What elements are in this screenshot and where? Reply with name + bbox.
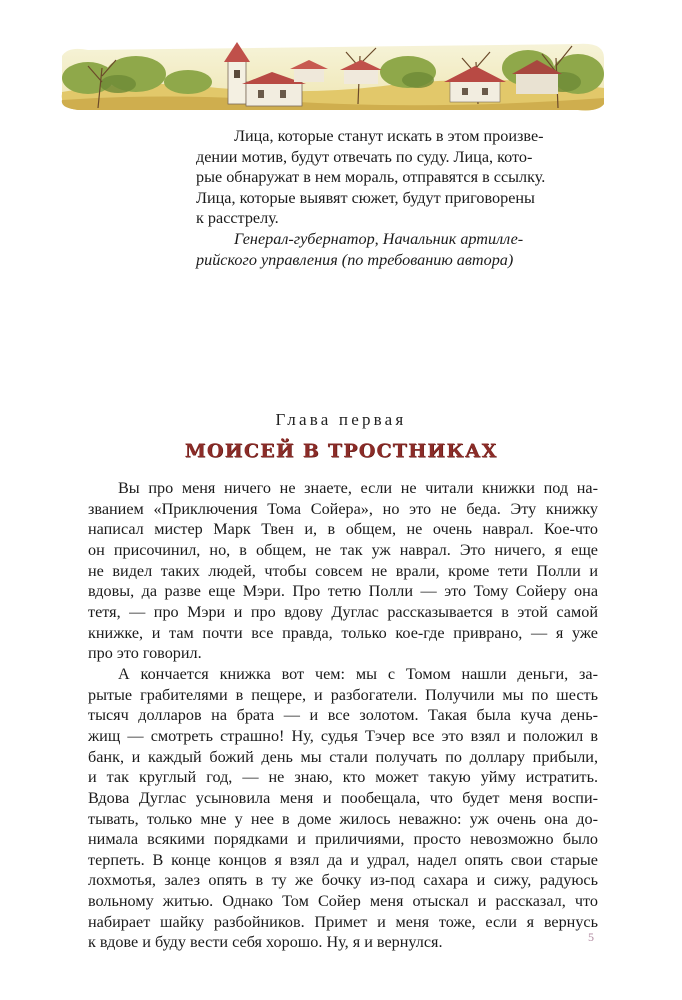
body-line: Вы про меня ничего не знаете, если не читали книжки под на- xyxy=(118,479,598,497)
body-line: терпеть. В конце концов я взял да и удрал, надел опять свои старые xyxy=(88,850,598,869)
epigraph-text xyxy=(196,126,596,229)
body-line: нимала всякими порядками и приличиями, просто невозможно было xyxy=(88,830,598,849)
body-line: рытые грабителями в пещере, и разбогатели. Получили мы по шесть xyxy=(88,685,598,704)
body-line: и так круглый год, — не знаю, кто может такую уйму истратить. xyxy=(88,768,598,787)
epigraph-line: рые обнаружат в нем мораль, отправятся в ссылку. xyxy=(196,168,546,187)
body-line: Вдова Дуглас усыновила меня и пообещала, что будет меня воспи- xyxy=(88,788,598,807)
body-line: лохмотья, залез опять в ту же бочку из-под сахара и сижу, радуюсь xyxy=(88,871,598,890)
signature-line: Генерал-губернатор, Начальник артилле- xyxy=(234,229,524,248)
epigraph-line: дении мотив, будут отвечать по суду. Лица, кото- xyxy=(196,147,533,166)
page-number: 5 xyxy=(588,930,594,944)
village-landscape-image xyxy=(58,38,606,112)
body-line: написал мистер Марк Твен и, в общем, не очень наврал. Кое-что xyxy=(88,520,598,539)
body-line: жищ — смотреть страшно! Ну, судья Тэчер все это взял и положил в xyxy=(88,726,598,745)
body-line: званием «Приключения Тома Сойера», но это не беда. Эту книжку xyxy=(88,499,598,518)
chapter-label: Глава первая xyxy=(275,410,407,429)
chapter-body xyxy=(88,478,598,953)
chapter-title: МОИСЕЙ В ТРОСТНИКАХ xyxy=(184,440,498,462)
epigraph-line: к расстрелу. xyxy=(196,209,279,228)
header-illustration xyxy=(58,38,606,112)
paragraph-2 xyxy=(88,664,598,953)
body-line: тысяч долларов на брата — и все золотом. Такая была куча день- xyxy=(88,706,598,725)
body-line: набирает шайку разбойников. Примет и меня тоже, если я вернусь xyxy=(88,912,598,931)
body-line: про это говорил. xyxy=(88,644,202,663)
epigraph-line: Лица, которые станут искать в этом произве- xyxy=(234,127,544,145)
body-line: к вдове и буду вести себя хорошо. Ну, я и вернулся. xyxy=(88,933,443,952)
body-line: А кончается книжка вот чем: мы с Томом нашли деньги, за- xyxy=(118,664,598,683)
epigraph xyxy=(196,126,596,270)
body-line: книжке, и там почти все правда, только кое-где приврано, — я уже xyxy=(88,623,598,642)
body-line: вдовы, да разве еще Мэри. Про тетю Полли — это Тому Сойеру она xyxy=(88,582,598,601)
body-line: тетя, — про Мэри и про вдову Дуглас рассказывается в этой самой xyxy=(88,602,598,621)
body-line: банк, и каждый божий день мы стали получать по доллару прибыли, xyxy=(88,747,598,766)
signature-line: рийского управления (по требованию автора) xyxy=(196,250,514,269)
paragraph-1 xyxy=(88,478,598,664)
body-line: тывать, только мне у нее в доме жилось неважно: уж очень она до- xyxy=(88,809,598,828)
body-line: вольному житью. Однако Том Сойер меня отыскал и рассказал, что xyxy=(88,892,598,911)
epigraph-line: Лица, которые выявят сюжет, будут приговорены xyxy=(196,188,535,207)
body-line: не видел таких людей, чтобы совсем не врали, кроме тети Полли и xyxy=(88,561,598,580)
epigraph-signature xyxy=(196,229,596,270)
body-line: он присочинил, но, в общем, не так уж наврал. Это ничего, я еще xyxy=(88,540,598,559)
